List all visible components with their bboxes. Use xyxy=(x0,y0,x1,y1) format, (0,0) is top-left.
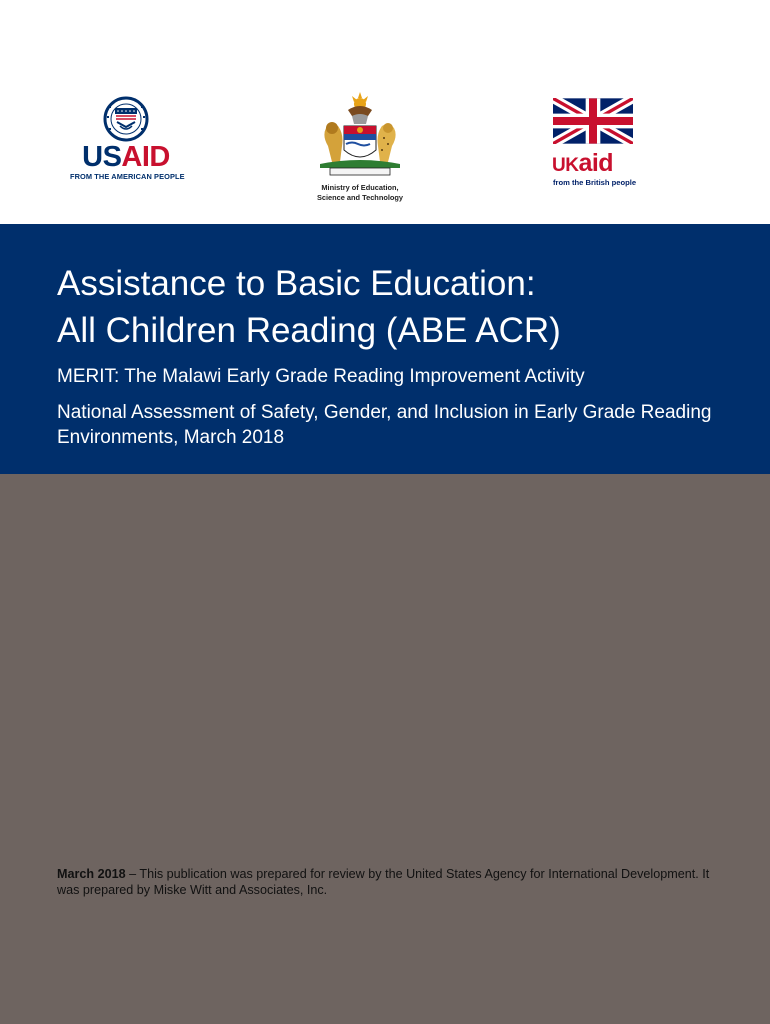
malawi-coat-of-arms-icon xyxy=(312,92,408,178)
document-title-line1: Assistance to Basic Education: xyxy=(57,264,536,303)
usaid-tagline: FROM THE AMERICAN PEOPLE xyxy=(70,172,185,181)
cover-grey-panel xyxy=(0,474,770,1024)
publication-date: March 2018 xyxy=(57,867,126,881)
document-title xyxy=(57,260,747,354)
union-jack-flag-icon xyxy=(553,98,633,144)
usaid-seal-icon xyxy=(101,96,151,142)
title-band xyxy=(0,224,770,474)
ministry-name-line1: Ministry of Education, xyxy=(321,183,399,192)
activity-subtitle: MERIT: The Malawi Early Grade Reading Improvement Activity xyxy=(57,366,585,387)
assessment-subtitle: National Assessment of Safety, Gender, and Inclusion in Early Grade Reading Environments, March 2018 xyxy=(57,402,712,448)
ukaid-logo xyxy=(551,98,637,187)
ukaid-tagline: from the British people xyxy=(553,178,637,187)
publication-note xyxy=(57,866,717,898)
publication-note-text: – This publication was prepared for review by the United States Agency for International Development. It was prepared by Miske Witt and Associates, Inc. xyxy=(57,867,710,897)
ministry-name-line2: Science and Technology xyxy=(316,193,404,202)
usaid-wordmark: USAID xyxy=(82,141,170,173)
usaid-logo xyxy=(70,96,185,186)
logo-band xyxy=(0,0,770,224)
ukaid-wordmark: UKaid xyxy=(552,149,614,177)
document-title-line2: All Children Reading (ABE ACR) xyxy=(57,311,561,350)
malawi-ministry-logo xyxy=(312,92,408,202)
